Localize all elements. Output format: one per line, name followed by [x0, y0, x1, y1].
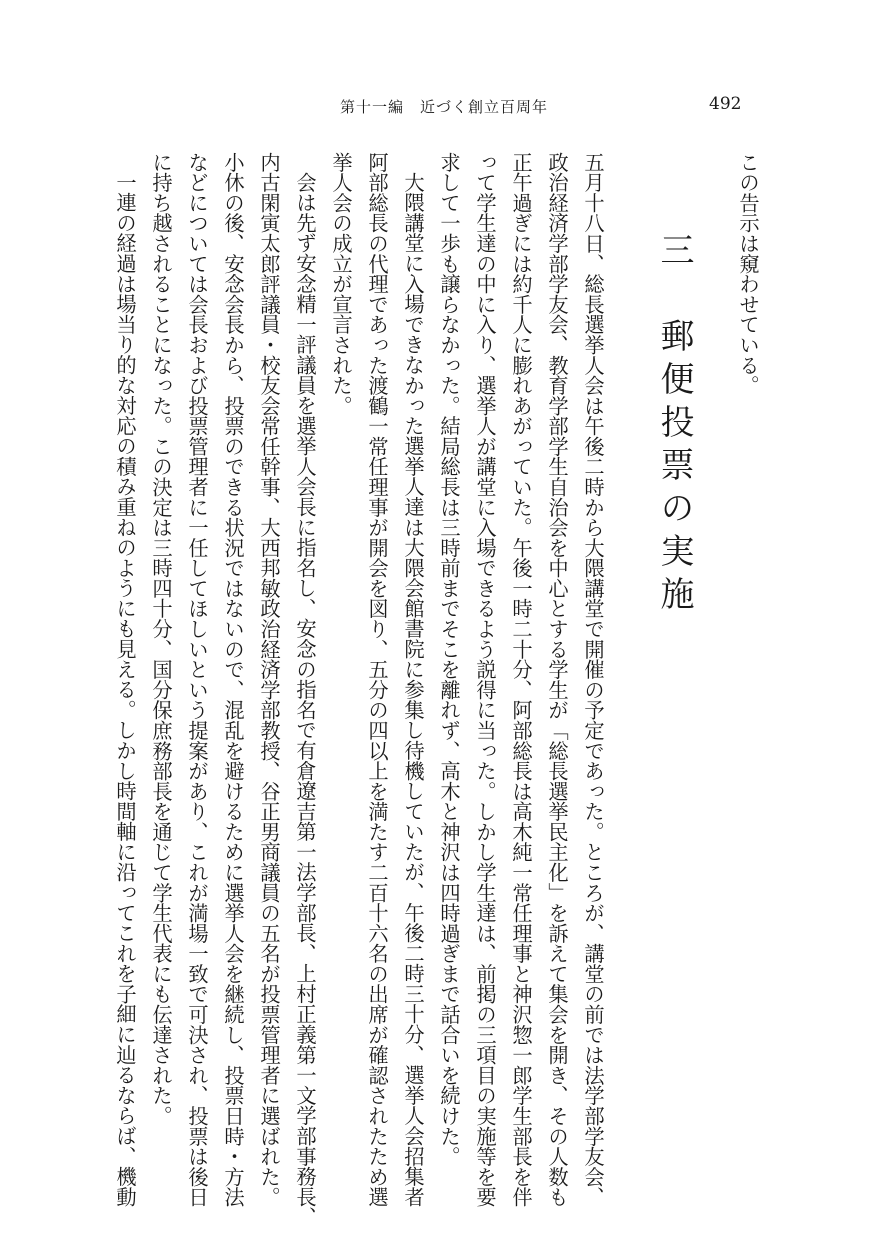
page-number: 492	[709, 94, 742, 114]
text-column-9: 挙人会の成立が宣言された。	[329, 152, 353, 416]
text-column-8: 阿部総長の代理であった渡鶴一常任理事が開会を図り、五分の四以上を満たす二百十六名の出席が確認されたため選	[365, 152, 389, 1208]
text-column-2: 五月十八日、総長選挙人会は午後二時から大隈講堂で開催の予定であった。ところが、講堂の前では法学部学友会、	[581, 152, 605, 1208]
text-column-13: などについては会長および投票管理者に一任してほしいという提案があり、これが満場一致で可決され、投票は後日	[185, 152, 209, 1208]
text-column-11: 内古閑寅太郎評議員・校友会常任幹事、大西邦敏政治経済学部教授、谷正男商議員の五名が投票管理者に選ばれた。	[257, 152, 281, 1208]
text-column-10: 会は先ず安念精一評議員を選挙人会長に指名し、安念の指名で有倉遼吉第一法学部長、上村正義第一文学部事務長、	[293, 172, 317, 1228]
text-column-5: って学生達の中に入り、選挙人が講堂に入場できるよう説得に当った。しかし学生達は、前掲の三項目の実施等を要	[473, 152, 497, 1208]
text-column-4: 正午過ぎには約千人に膨れあがっていた。午後一時二十分、阿部総長は高木純一常任理事と神沢惣一郎学生部長を伴	[509, 152, 533, 1208]
text-column-3: 政治経済学部学友会、教育学部学生自治会を中心とする学生が「総長選挙民主化」を訴えて集会を開き、その人数も	[545, 152, 569, 1208]
text-column-6: 求して一歩も譲らなかった。結局総長は三時前までそこを離れず、高木と神沢は四時過ぎまで話合いを続けた。	[437, 152, 461, 1167]
section-title: 三 郵便投票の実施	[654, 232, 694, 619]
running-head: 第十一編 近づく創立百周年	[340, 98, 549, 116]
text-column-1: この告示は窺わせている。	[736, 152, 760, 396]
text-column-7: 大隈講堂に入場できなかった選挙人達は大隈会館書院に参集し待機していたが、午後二時三十分、選挙人会招集者	[401, 172, 425, 1207]
text-column-12: 小休の後、安念会長から、投票のできる状況ではないので、混乱を避けるために選挙人会を継続し、投票日時・方法	[221, 152, 245, 1208]
text-column-14: に持ち越されることになった。この決定は三時四十分、国分保庶務部長を通じて学生代表にも伝達された。	[149, 152, 173, 1126]
text-column-15: 一連の経過は場当り的な対応の積み重ねのようにも見える。しかし時間軸に沿ってこれを子細に辿るならば、機動	[113, 172, 137, 1207]
